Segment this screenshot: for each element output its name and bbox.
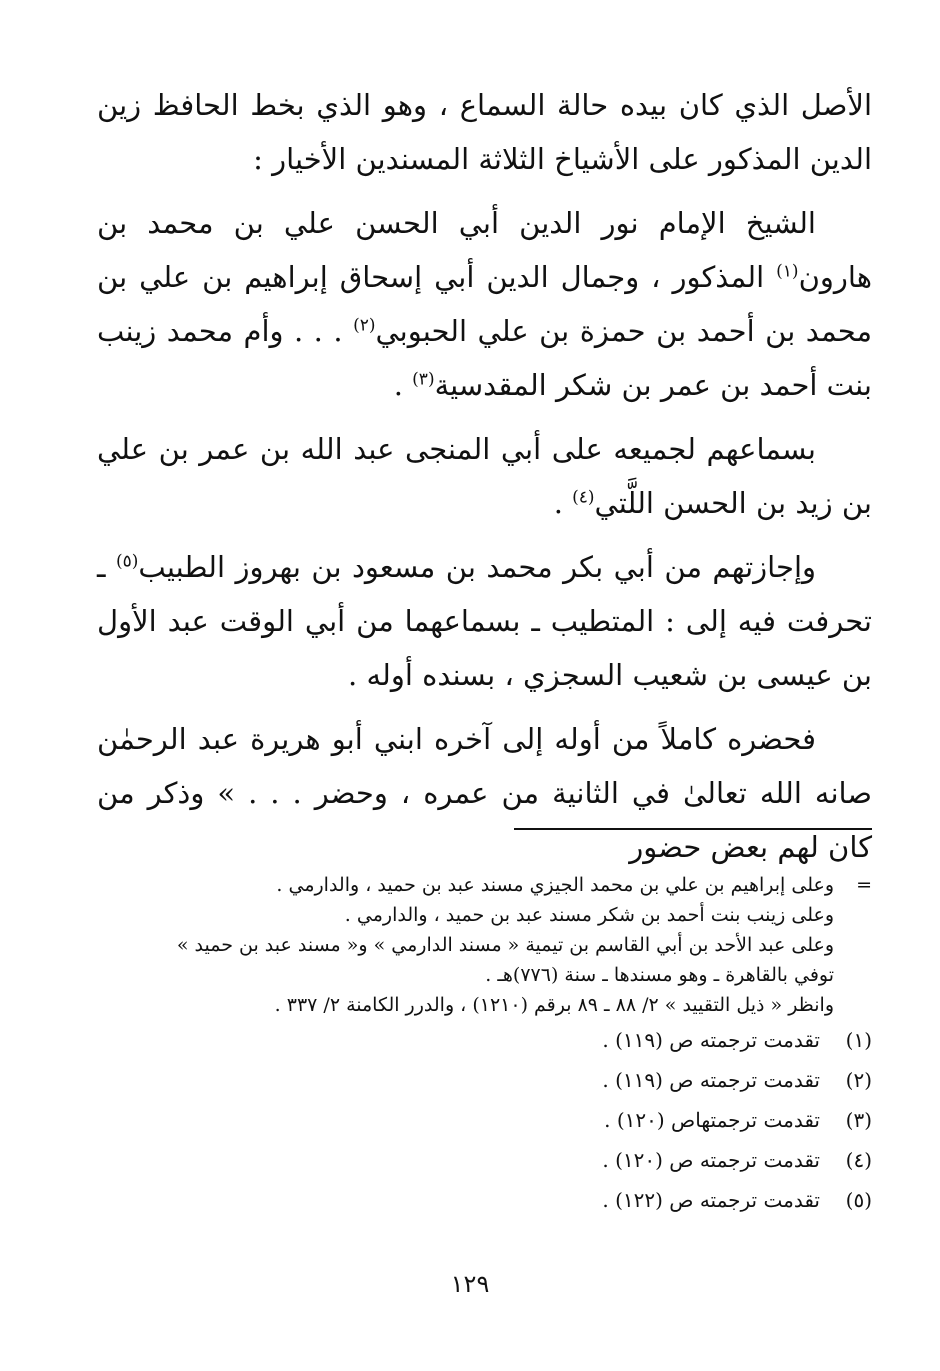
paragraph-2 — [97, 196, 872, 412]
footnote-text: تقدمت ترجمته ص (١١٩) . — [602, 1068, 820, 1092]
footnote-ref-1: (١) — [776, 261, 799, 282]
page-number: ١٢٩ — [450, 1270, 490, 1298]
footnote-text: تقدمت ترجمتهاص (١٢٠) . — [604, 1108, 820, 1132]
footnote-1 — [97, 1020, 872, 1060]
footnote-text: تقدمت ترجمته ص (١١٩) . — [602, 1028, 820, 1052]
footnote-number: (١) — [845, 1028, 872, 1052]
footnote-text: تقدمت ترجمته ص (١٢٠) . — [602, 1148, 820, 1172]
footnote-ref-3: (٣) — [412, 369, 435, 390]
paragraph-2-part-b: المذكور ، وجمال الدين أبي إسحاق إبراهيم بن علي بن محمد بن أحمد بن حمزة بن علي الحبوبي — [97, 260, 873, 348]
continued-mark: = — [856, 874, 872, 896]
paragraph-5: فحضره كاملاً من أوله إلى آخره ابني أبو هريرة عبد الرحمٰن صانه الله تعالىٰ في الثانية من عمره ، وحضر . . . » وذكر من كان لهم بعض حضور — [97, 722, 872, 864]
footnotes — [97, 870, 872, 1220]
continued-lines — [177, 870, 834, 1020]
paragraph-4 — [97, 540, 872, 702]
paragraph-4-part-b: ـ تحرفت فيه إلى : المتطيب ـ بسماعهما من أبي الوقت عبد الأول بن عيسى بن شعيب السجزي ، بسنده أوله . — [97, 550, 872, 692]
footnote-number: (٤) — [845, 1148, 872, 1172]
footnote-ref-2: (٢) — [353, 315, 376, 336]
footnote-number: (٢) — [845, 1068, 872, 1092]
paragraph-4-part-a: وإجازتهم من أبي بكر محمد بن مسعود بن بهروز الطبيب — [138, 550, 817, 584]
footnote-number: (٥) — [845, 1188, 872, 1212]
main-text — [97, 78, 872, 884]
continued-line: وعلى زينب بنت أحمد بن شكر مسند عبد بن حميد ، والدارمي . — [344, 904, 834, 926]
continued-line: توفي بالقاهرة ـ وهو مسندها ـ سنة (٧٧٦)هـ . — [485, 964, 834, 986]
footnote-5 — [97, 1180, 872, 1220]
footnote-separator — [514, 828, 872, 830]
paragraph-3-part-a: بسماعهم لجميعه على أبي المنجى عبد الله بن عمر بن علي بن زيد بن الحسن اللَّتي — [97, 432, 872, 520]
footnote-4 — [97, 1140, 872, 1180]
paragraph-2-part-c: . . . وأم محمد زينب بنت أحمد بن عمر بن شكر المقدسية — [97, 314, 872, 402]
continued-line: وعلى إبراهيم بن علي بن محمد الجيزي مسند عبد بن حميد ، والدارمي . — [276, 874, 834, 896]
footnote-ref-4: (٤) — [572, 487, 595, 508]
continued-footnote — [97, 870, 872, 1020]
footnote-3 — [97, 1100, 872, 1140]
continued-line: وعلى عبد الأحد بن أبي القاسم بن تيمية « مسند الدارمي » و« مسند عبد بن حميد » — [176, 934, 834, 956]
footnote-ref-5: (٥) — [115, 551, 139, 572]
continued-line: وانظر « ذيل التقييد » ٢/ ٨٨ ـ ٨٩ برقم (١٢١٠) ، والدرر الكامنة ٢/ ٣٣٧ . — [274, 994, 834, 1016]
paragraph-1: الأصل الذي كان بيده حالة السماع ، وهو الذي بخط الحافظ زين الدين المذكور على الأشياخ الثلاثة المسندين الأخيار : — [97, 88, 872, 176]
footnote-text: تقدمت ترجمته ص (١٢٢) . — [602, 1188, 820, 1212]
footnote-number: (٣) — [845, 1108, 872, 1132]
footnote-2 — [97, 1060, 872, 1100]
paragraph-3 — [97, 422, 872, 530]
paragraph-2-part-a: الشيخ الإمام نور الدين أبي الحسن علي بن محمد بن هارون — [97, 206, 872, 294]
paragraph-3-part-b: . — [553, 486, 573, 520]
paragraph-2-part-d: . — [393, 368, 413, 402]
